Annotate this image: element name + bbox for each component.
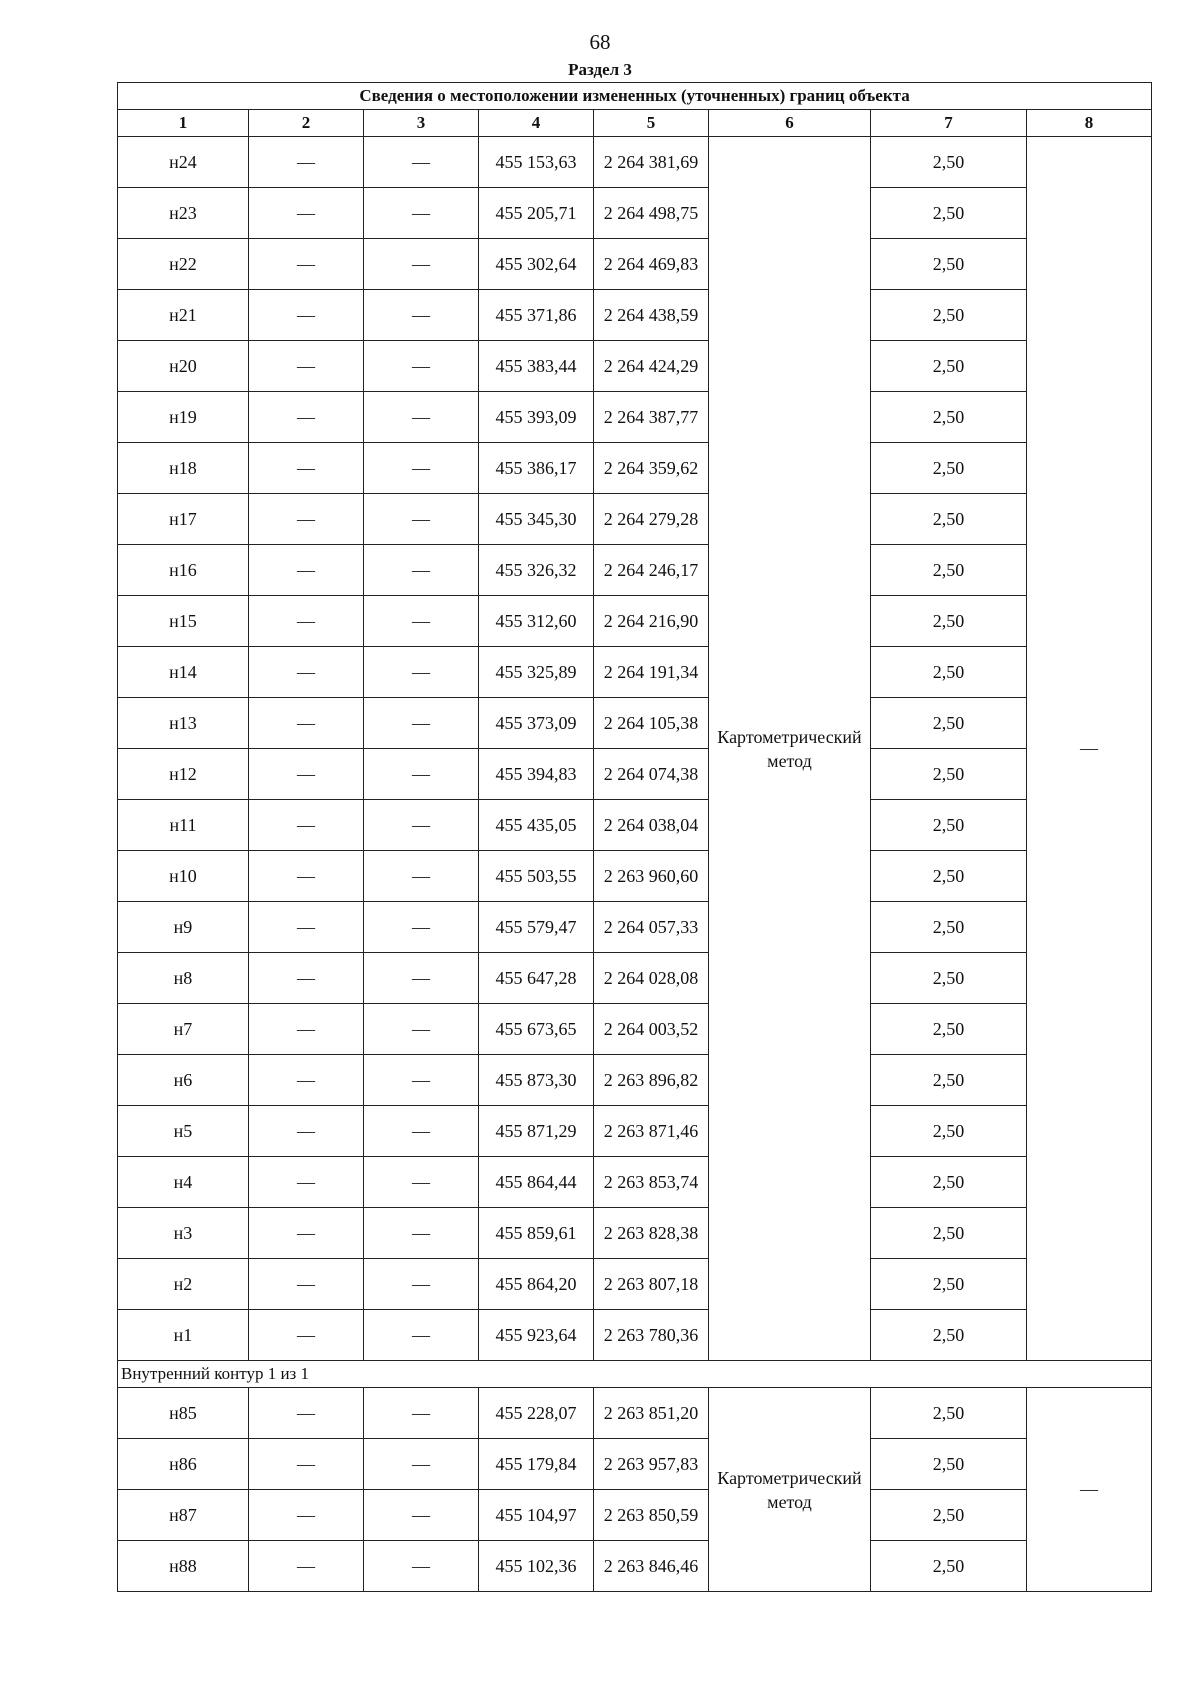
- y-coordinate-cell: 2 264 038,04: [594, 800, 709, 851]
- table-row: [118, 800, 1152, 851]
- x-coordinate-cell: 455 228,07: [479, 1388, 594, 1439]
- col2-cell: —: [249, 545, 364, 596]
- point-name-cell: н85: [118, 1388, 249, 1439]
- x-coordinate-cell: 455 435,05: [479, 800, 594, 851]
- y-coordinate-cell: 2 263 853,74: [594, 1157, 709, 1208]
- col2-cell: —: [249, 800, 364, 851]
- column-number: 5: [594, 110, 709, 137]
- x-coordinate-cell: 455 102,36: [479, 1541, 594, 1592]
- column-number: 7: [871, 110, 1027, 137]
- inner-contour-header-row: [118, 1361, 1152, 1388]
- table-row: [118, 596, 1152, 647]
- col2-cell: —: [249, 1541, 364, 1592]
- point-name-cell: н20: [118, 341, 249, 392]
- point-name-cell: н4: [118, 1157, 249, 1208]
- y-coordinate-cell: 2 263 957,83: [594, 1439, 709, 1490]
- table-row: [118, 1157, 1152, 1208]
- col2-cell: —: [249, 698, 364, 749]
- column-number: 6: [709, 110, 871, 137]
- col2-cell: —: [249, 1259, 364, 1310]
- y-coordinate-cell: 2 263 851,20: [594, 1388, 709, 1439]
- col3-cell: —: [364, 800, 479, 851]
- point-name-cell: н2: [118, 1259, 249, 1310]
- table-row: [118, 698, 1152, 749]
- col3-cell: —: [364, 1310, 479, 1361]
- point-name-cell: н12: [118, 749, 249, 800]
- page-number: 68: [589, 30, 611, 54]
- accuracy-cell: 2,50: [871, 392, 1027, 443]
- accuracy-cell: 2,50: [871, 545, 1027, 596]
- point-name-cell: н10: [118, 851, 249, 902]
- column-number: 2: [249, 110, 364, 137]
- col3-cell: —: [364, 1208, 479, 1259]
- table-row: [118, 1541, 1152, 1592]
- col3-cell: —: [364, 494, 479, 545]
- col3-cell: —: [364, 137, 479, 188]
- column-number: 8: [1027, 110, 1152, 137]
- col2-cell: —: [249, 953, 364, 1004]
- col2-cell: —: [249, 1055, 364, 1106]
- col2-cell: —: [249, 1106, 364, 1157]
- y-coordinate-cell: 2 264 216,90: [594, 596, 709, 647]
- col2-cell: —: [249, 1004, 364, 1055]
- accuracy-cell: 2,50: [871, 290, 1027, 341]
- point-name-cell: н9: [118, 902, 249, 953]
- method-cell: Картометрический метод: [709, 137, 871, 1361]
- col2-cell: —: [249, 239, 364, 290]
- column-number: 4: [479, 110, 594, 137]
- point-name-cell: н3: [118, 1208, 249, 1259]
- accuracy-cell: 2,50: [871, 647, 1027, 698]
- table-row: [118, 1310, 1152, 1361]
- point-name-cell: н8: [118, 953, 249, 1004]
- col2-cell: —: [249, 596, 364, 647]
- col2-cell: —: [249, 1208, 364, 1259]
- point-name-cell: н15: [118, 596, 249, 647]
- x-coordinate-cell: 455 373,09: [479, 698, 594, 749]
- x-coordinate-cell: 455 104,97: [479, 1490, 594, 1541]
- col2-cell: —: [249, 1157, 364, 1208]
- x-coordinate-cell: 455 312,60: [479, 596, 594, 647]
- col2-cell: —: [249, 494, 364, 545]
- table-row: [118, 1055, 1152, 1106]
- table-row: [118, 392, 1152, 443]
- section-title: Раздел 3: [568, 60, 632, 79]
- x-coordinate-cell: 455 923,64: [479, 1310, 594, 1361]
- accuracy-cell: 2,50: [871, 443, 1027, 494]
- column-number-row: [118, 110, 1152, 137]
- col3-cell: —: [364, 647, 479, 698]
- x-coordinate-cell: 455 859,61: [479, 1208, 594, 1259]
- table-row: [118, 851, 1152, 902]
- table-caption-row: [118, 83, 1152, 110]
- accuracy-cell: 2,50: [871, 1490, 1027, 1541]
- col3-cell: —: [364, 1541, 479, 1592]
- accuracy-cell: 2,50: [871, 1004, 1027, 1055]
- y-coordinate-cell: 2 264 074,38: [594, 749, 709, 800]
- col3-cell: —: [364, 953, 479, 1004]
- y-coordinate-cell: 2 264 359,62: [594, 443, 709, 494]
- col3-cell: —: [364, 1439, 479, 1490]
- accuracy-cell: 2,50: [871, 953, 1027, 1004]
- col3-cell: —: [364, 188, 479, 239]
- table-row: [118, 137, 1152, 188]
- x-coordinate-cell: 455 503,55: [479, 851, 594, 902]
- col2-cell: —: [249, 1310, 364, 1361]
- y-coordinate-cell: 2 264 246,17: [594, 545, 709, 596]
- accuracy-cell: 2,50: [871, 851, 1027, 902]
- x-coordinate-cell: 455 205,71: [479, 188, 594, 239]
- point-name-cell: н17: [118, 494, 249, 545]
- table-row: [118, 290, 1152, 341]
- table-row: [118, 1208, 1152, 1259]
- point-name-cell: н7: [118, 1004, 249, 1055]
- table-row: [118, 647, 1152, 698]
- col3-cell: —: [364, 596, 479, 647]
- col3-cell: —: [364, 392, 479, 443]
- col2-cell: —: [249, 851, 364, 902]
- point-name-cell: н87: [118, 1490, 249, 1541]
- accuracy-cell: 2,50: [871, 341, 1027, 392]
- accuracy-cell: 2,50: [871, 902, 1027, 953]
- table-caption: Сведения о местоположении измененных (уточненных) границ объекта: [118, 83, 1152, 110]
- x-coordinate-cell: 455 393,09: [479, 392, 594, 443]
- col3-cell: —: [364, 341, 479, 392]
- col3-cell: —: [364, 1259, 479, 1310]
- col2-cell: —: [249, 188, 364, 239]
- x-coordinate-cell: 455 345,30: [479, 494, 594, 545]
- point-name-cell: н16: [118, 545, 249, 596]
- col2-cell: —: [249, 443, 364, 494]
- col3-cell: —: [364, 290, 479, 341]
- y-coordinate-cell: 2 263 871,46: [594, 1106, 709, 1157]
- table-row: [118, 188, 1152, 239]
- point-name-cell: н21: [118, 290, 249, 341]
- y-coordinate-cell: 2 263 780,36: [594, 1310, 709, 1361]
- x-coordinate-cell: 455 383,44: [479, 341, 594, 392]
- x-coordinate-cell: 455 864,44: [479, 1157, 594, 1208]
- point-name-cell: н11: [118, 800, 249, 851]
- col2-cell: —: [249, 902, 364, 953]
- inner-contour-label: Внутренний контур 1 из 1: [118, 1361, 1152, 1388]
- table-row: [118, 443, 1152, 494]
- y-coordinate-cell: 2 264 191,34: [594, 647, 709, 698]
- y-coordinate-cell: 2 263 960,60: [594, 851, 709, 902]
- col8-cell: —: [1027, 1388, 1152, 1592]
- y-coordinate-cell: 2 264 498,75: [594, 188, 709, 239]
- x-coordinate-cell: 455 647,28: [479, 953, 594, 1004]
- table-row: [118, 239, 1152, 290]
- accuracy-cell: 2,50: [871, 1310, 1027, 1361]
- accuracy-cell: 2,50: [871, 494, 1027, 545]
- col3-cell: —: [364, 1490, 479, 1541]
- table-body: [118, 83, 1152, 1592]
- accuracy-cell: 2,50: [871, 749, 1027, 800]
- accuracy-cell: 2,50: [871, 1541, 1027, 1592]
- col3-cell: —: [364, 698, 479, 749]
- col2-cell: —: [249, 137, 364, 188]
- col3-cell: —: [364, 1106, 479, 1157]
- table-row: [118, 545, 1152, 596]
- point-name-cell: н5: [118, 1106, 249, 1157]
- method-cell: Картометрический метод: [709, 1388, 871, 1592]
- x-coordinate-cell: 455 326,32: [479, 545, 594, 596]
- table-row: [118, 749, 1152, 800]
- point-name-cell: н13: [118, 698, 249, 749]
- point-name-cell: н24: [118, 137, 249, 188]
- col3-cell: —: [364, 902, 479, 953]
- accuracy-cell: 2,50: [871, 239, 1027, 290]
- col2-cell: —: [249, 1490, 364, 1541]
- point-name-cell: н86: [118, 1439, 249, 1490]
- col2-cell: —: [249, 392, 364, 443]
- col3-cell: —: [364, 1157, 479, 1208]
- table-row: [118, 341, 1152, 392]
- y-coordinate-cell: 2 264 057,33: [594, 902, 709, 953]
- accuracy-cell: 2,50: [871, 188, 1027, 239]
- point-name-cell: н6: [118, 1055, 249, 1106]
- col3-cell: —: [364, 545, 479, 596]
- col2-cell: —: [249, 749, 364, 800]
- col2-cell: —: [249, 1388, 364, 1439]
- table-row: [118, 1439, 1152, 1490]
- accuracy-cell: 2,50: [871, 1259, 1027, 1310]
- col2-cell: —: [249, 647, 364, 698]
- col3-cell: —: [364, 1055, 479, 1106]
- y-coordinate-cell: 2 264 387,77: [594, 392, 709, 443]
- accuracy-cell: 2,50: [871, 1106, 1027, 1157]
- y-coordinate-cell: 2 264 105,38: [594, 698, 709, 749]
- x-coordinate-cell: 455 871,29: [479, 1106, 594, 1157]
- col3-cell: —: [364, 749, 479, 800]
- accuracy-cell: 2,50: [871, 1388, 1027, 1439]
- y-coordinate-cell: 2 263 828,38: [594, 1208, 709, 1259]
- point-name-cell: н14: [118, 647, 249, 698]
- y-coordinate-cell: 2 264 438,59: [594, 290, 709, 341]
- y-coordinate-cell: 2 264 279,28: [594, 494, 709, 545]
- table-row: [118, 1490, 1152, 1541]
- x-coordinate-cell: 455 371,86: [479, 290, 594, 341]
- accuracy-cell: 2,50: [871, 137, 1027, 188]
- table-row: [118, 953, 1152, 1004]
- y-coordinate-cell: 2 264 028,08: [594, 953, 709, 1004]
- y-coordinate-cell: 2 263 896,82: [594, 1055, 709, 1106]
- y-coordinate-cell: 2 263 846,46: [594, 1541, 709, 1592]
- y-coordinate-cell: 2 264 003,52: [594, 1004, 709, 1055]
- x-coordinate-cell: 455 179,84: [479, 1439, 594, 1490]
- y-coordinate-cell: 2 264 424,29: [594, 341, 709, 392]
- accuracy-cell: 2,50: [871, 800, 1027, 851]
- col3-cell: —: [364, 239, 479, 290]
- table-row: [118, 1106, 1152, 1157]
- y-coordinate-cell: 2 263 850,59: [594, 1490, 709, 1541]
- table-row: [118, 1388, 1152, 1439]
- x-coordinate-cell: 455 302,64: [479, 239, 594, 290]
- col3-cell: —: [364, 443, 479, 494]
- point-name-cell: н23: [118, 188, 249, 239]
- y-coordinate-cell: 2 263 807,18: [594, 1259, 709, 1310]
- point-name-cell: н88: [118, 1541, 249, 1592]
- x-coordinate-cell: 455 153,63: [479, 137, 594, 188]
- table-row: [118, 494, 1152, 545]
- column-number: 1: [118, 110, 249, 137]
- boundary-table: [117, 82, 1152, 1592]
- y-coordinate-cell: 2 264 381,69: [594, 137, 709, 188]
- column-number: 3: [364, 110, 479, 137]
- col2-cell: —: [249, 290, 364, 341]
- y-coordinate-cell: 2 264 469,83: [594, 239, 709, 290]
- accuracy-cell: 2,50: [871, 1157, 1027, 1208]
- table-row: [118, 1004, 1152, 1055]
- x-coordinate-cell: 455 864,20: [479, 1259, 594, 1310]
- x-coordinate-cell: 455 325,89: [479, 647, 594, 698]
- x-coordinate-cell: 455 873,30: [479, 1055, 594, 1106]
- table-row: [118, 1259, 1152, 1310]
- col3-cell: —: [364, 851, 479, 902]
- accuracy-cell: 2,50: [871, 1208, 1027, 1259]
- point-name-cell: н22: [118, 239, 249, 290]
- x-coordinate-cell: 455 579,47: [479, 902, 594, 953]
- col3-cell: —: [364, 1388, 479, 1439]
- point-name-cell: н1: [118, 1310, 249, 1361]
- accuracy-cell: 2,50: [871, 1439, 1027, 1490]
- accuracy-cell: 2,50: [871, 698, 1027, 749]
- point-name-cell: н18: [118, 443, 249, 494]
- x-coordinate-cell: 455 386,17: [479, 443, 594, 494]
- accuracy-cell: 2,50: [871, 1055, 1027, 1106]
- x-coordinate-cell: 455 394,83: [479, 749, 594, 800]
- point-name-cell: н19: [118, 392, 249, 443]
- col8-cell: —: [1027, 137, 1152, 1361]
- table-row: [118, 902, 1152, 953]
- col2-cell: —: [249, 341, 364, 392]
- x-coordinate-cell: 455 673,65: [479, 1004, 594, 1055]
- accuracy-cell: 2,50: [871, 596, 1027, 647]
- col3-cell: —: [364, 1004, 479, 1055]
- col2-cell: —: [249, 1439, 364, 1490]
